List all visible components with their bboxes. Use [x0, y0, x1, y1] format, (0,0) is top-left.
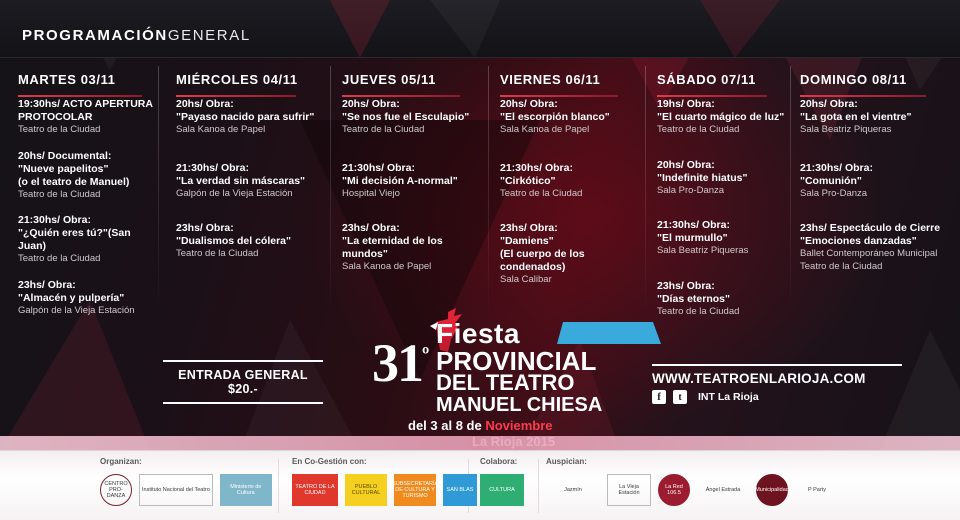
column-divider [158, 66, 159, 316]
event-name: "Se nos fue el Esculapio" [342, 111, 470, 123]
day-header-label: VIERNES 06/11 [500, 71, 601, 87]
pink-divider-band [0, 436, 960, 450]
secretaria-de-cultura-logo: CULTURA [480, 474, 524, 506]
event-name: "Días eternos" [657, 292, 730, 305]
social-links [652, 390, 759, 404]
page-title-light: GENERAL [167, 27, 251, 44]
header-band [0, 0, 960, 58]
day-column-viernes [500, 98, 640, 300]
sponsor-group-auspician [546, 457, 839, 515]
event-time-title: 21:30hs/ Obra: [18, 214, 91, 226]
festival-logo [372, 312, 672, 437]
centro-pro-danza-logo: CENTRO PRO-DANZA [100, 474, 132, 506]
day-header-label: JUEVES 05/11 [342, 71, 436, 87]
event-name: "Almacén y pulpería" [18, 291, 125, 304]
event-item [18, 214, 153, 266]
event-venue: Teatro de la Ciudad [657, 305, 740, 317]
event-name: "La eternidad de los [342, 235, 443, 247]
event-time-title: 21:30hs/ Obra: [342, 161, 415, 174]
sponsor-group-caption: En Co-Gestión con: [292, 457, 367, 466]
event-time-title: 21:30hs/ Obra: [657, 219, 730, 231]
event-venue: Sala Beatriz Piqueras [800, 124, 892, 135]
event-name: "Dualismos del cólera" [176, 235, 291, 247]
event-time-title: 20hs/ Documental: [18, 149, 112, 162]
event-item [657, 98, 787, 137]
logo-banner-shape [557, 320, 662, 346]
event-item [800, 162, 950, 201]
event-time-title: 23hs/ Obra: [18, 278, 76, 291]
event-time-title: 23hs/ Obra: [342, 222, 400, 234]
event-item [18, 98, 153, 137]
event-name: "Emociones danzadas" [800, 235, 917, 247]
sponsor-logo-2: La Vieja Estación [607, 474, 651, 506]
page-title [22, 27, 251, 44]
logo-dates: del 3 al 8 de Noviembre [408, 418, 553, 433]
teatro-de-la-ciudad-logo: TEATRO DE LA CIUDAD [292, 474, 338, 506]
sponsor-group-caption: Colabora: [480, 457, 518, 466]
event-venue: Hospital Viejo [342, 187, 400, 199]
event-venue: Sala Kanoa de Papel [500, 124, 590, 135]
event-name-cont: mundos" [342, 248, 388, 260]
instituto-nacional-del-teatro-logo: Instituto Nacional del Teatro [139, 474, 213, 506]
event-time-title: 20hs/ Obra: [176, 98, 234, 110]
ministerio-de-cultura-logo: Ministerio de Cultura [220, 474, 272, 506]
day-header-label: SÁBADO 07/11 [657, 71, 756, 87]
event-time-title: 19hs/ Obra: [657, 98, 715, 110]
facebook-icon[interactable]: f [652, 390, 666, 404]
event-venue: Sala Pro-Danza [800, 187, 868, 199]
event-name: "¿Quién eres tú?"(San Juan) [18, 227, 131, 252]
event-venue: Teatro de la Ciudad [18, 188, 101, 200]
logo-honoree: MANUEL CHIESA [436, 394, 603, 416]
event-item [18, 279, 153, 318]
event-item [18, 150, 153, 202]
day-header-sabado [657, 66, 787, 92]
pueblo-cultural-logo: PUEBLO CULTURAL [345, 474, 387, 506]
edition-number: $31^º$ [372, 333, 428, 393]
column-divider [790, 66, 791, 316]
day-headers-row [0, 66, 960, 92]
decorative-shard [880, 330, 960, 450]
column-divider [330, 66, 331, 316]
event-name: "Payaso nacido para sufrir" [176, 111, 315, 123]
event-item [176, 98, 324, 137]
day-header-miercoles [176, 66, 326, 92]
logo-provincial: PROVINCIAL [436, 346, 597, 376]
event-item [176, 222, 324, 261]
event-venue: Galpón de la Vieja Estación [176, 187, 293, 199]
event-name: "La gota en el vientre" [800, 111, 912, 123]
ticket-price-banner: ENTRADA GENERAL $20.- [163, 360, 323, 404]
event-venue: Sala Kanoa de Papel [342, 261, 432, 272]
event-name: "Mi decisión A-normal" [342, 174, 458, 187]
event-venue: Teatro de la Ciudad [18, 253, 101, 264]
event-venue: Sala Pro-Danza [657, 184, 725, 196]
event-venue: Galpón de la Vieja Estación [18, 304, 135, 316]
event-item [657, 159, 787, 198]
day-column-jueves [342, 98, 482, 287]
event-venue: Teatro de la Ciudad [342, 124, 425, 135]
event-item [176, 162, 324, 201]
day-column-martes [18, 98, 153, 330]
day-column-sabado [657, 98, 787, 331]
sponsor-bar [0, 450, 960, 520]
event-time-title: 20hs/ Obra: [657, 158, 715, 171]
event-name: "El murmullo" [657, 232, 728, 244]
day-header-jueves [342, 66, 482, 92]
event-name: "El cuarto mágico de luz" [657, 111, 785, 123]
event-item [800, 222, 950, 273]
event-item [657, 280, 787, 319]
event-time-title: 23hs/ Obra: [176, 222, 234, 234]
event-time-title: 21:30hs/ Obra: [800, 161, 873, 174]
event-time-title: 21:30hs/ Obra: [500, 161, 573, 174]
day-header-domingo [800, 66, 950, 92]
day-header-label: MARTES 03/11 [18, 71, 116, 87]
sponsor-group-caption: Auspician: [546, 457, 587, 466]
column-divider [645, 66, 646, 316]
sanblas-logo: SAN BLAS [443, 474, 477, 506]
event-venue: Sala Calibar [500, 274, 552, 285]
event-item [500, 222, 640, 287]
event-name: "Cirkótico" [500, 174, 556, 187]
sponsor-logo-6: P Party [808, 487, 826, 493]
event-name: "Indefinite hiatus" [657, 171, 748, 184]
day-header-label: DOMINGO 08/11 [800, 71, 907, 87]
website-url[interactable]: WWW.TEATROENLARIOJA.COM [652, 364, 902, 386]
event-venue: Sala Beatriz Piqueras [657, 245, 749, 256]
event-name: "Comunión" [800, 174, 862, 187]
event-name: "El escorpión blanco" [500, 111, 610, 123]
event-name-cont: (El cuerpo de los condenados) [500, 248, 585, 273]
sponsor-group-cogestion [292, 457, 477, 515]
logo-del-teatro: DEL TEATRO [436, 370, 575, 395]
event-venue: Teatro de la Ciudad [176, 248, 259, 259]
event-venue: Teatro de la Ciudad [800, 260, 883, 272]
event-time-title: 20hs/ Obra: [342, 98, 400, 110]
day-header-label: MIÉRCOLES 04/11 [176, 71, 298, 87]
event-item [342, 98, 482, 137]
day-header-viernes [500, 66, 640, 92]
event-company: Ballet Contemporáneo Municipal [800, 248, 938, 259]
sponsor-group-colabora [480, 457, 524, 515]
day-column-miercoles [176, 98, 324, 274]
logo-fiesta: Fiesta [436, 318, 520, 349]
sponsor-group-caption: Organizan: [100, 457, 142, 466]
day-header-martes [18, 66, 148, 92]
event-venue: Teatro de la Ciudad [657, 124, 740, 135]
event-name: "Damiens" [500, 235, 554, 247]
event-item [342, 162, 482, 201]
event-name-cont: (o el teatro de Manuel) [18, 175, 130, 188]
social-handle: INT La Rioja [698, 391, 759, 403]
twitter-icon[interactable]: t [673, 390, 687, 404]
event-time-title: 19:30hs/ ACTO APERTURA [18, 98, 153, 110]
event-item [500, 98, 640, 137]
event-venue: Sala Kanoa de Papel [176, 124, 266, 135]
subsecretaria-cultura-turismo-logo: SUBSECRETARÍA DE CULTURA Y TURISMO [394, 474, 436, 506]
event-item [800, 98, 950, 137]
sponsor-logo-5: Municipalidad [756, 474, 788, 506]
event-time-title: 23hs/ Obra: [657, 279, 715, 292]
sponsor-logo-4: Ángel Estrada [705, 487, 741, 493]
event-time-title: 21:30hs/ Obra: [176, 161, 249, 174]
event-name: "Nueve papelitos" [18, 162, 109, 175]
sponsor-logo-3: La Red 106.5 [658, 474, 690, 506]
event-venue: Teatro de la Ciudad [18, 124, 101, 135]
event-venue: Teatro de la Ciudad [500, 187, 583, 199]
column-divider [488, 66, 489, 316]
event-item [342, 222, 482, 274]
event-time-title: 20hs/ Obra: [800, 98, 858, 110]
sponsor-group-organizan [100, 457, 272, 515]
event-name: "La verdad sin máscaras" [176, 174, 306, 187]
event-name: PROTOCOLAR [18, 111, 93, 123]
event-item [500, 162, 640, 201]
event-time-title: 20hs/ Obra: [500, 98, 558, 110]
event-item [657, 219, 787, 258]
sponsor-logo-1: Jazmín [564, 487, 582, 493]
event-time-title: 23hs/ Espectáculo de Cierre [800, 222, 941, 234]
page-title-bold: PROGRAMACIÓN [22, 27, 168, 44]
event-time-title: 23hs/ Obra: [500, 222, 558, 234]
day-column-domingo [800, 98, 950, 286]
